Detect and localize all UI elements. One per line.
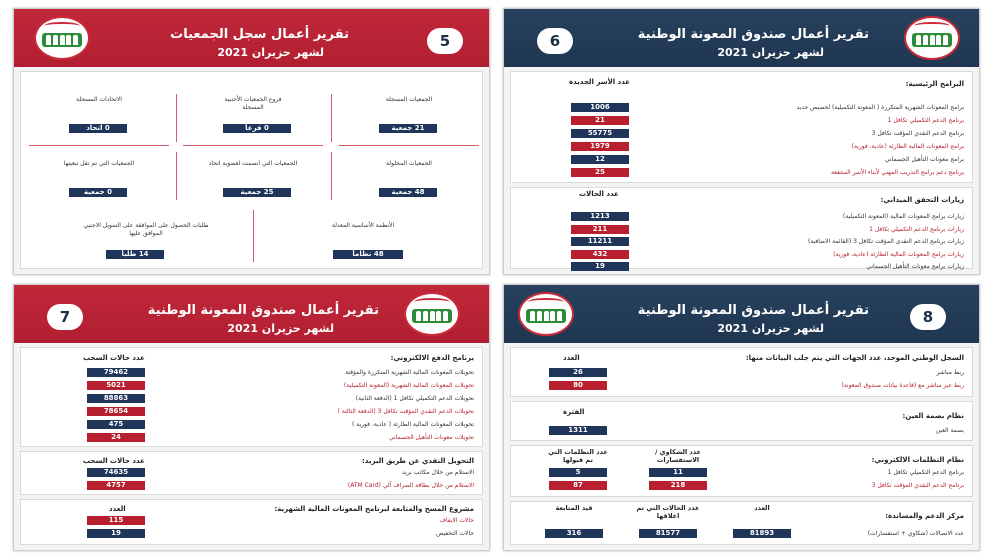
row-value-bar: 1311: [549, 426, 607, 435]
row-value-bar: 1979: [571, 142, 629, 151]
row-value-bar: 74635: [87, 468, 145, 477]
panel-subtitle: لشهر حزيران 2021: [717, 46, 824, 59]
row-label: زيارات برنامج الدعم التكميلي تكافل 1: [869, 225, 964, 233]
support-value-bar: 81893: [733, 529, 791, 538]
row-label: الاستلام من خلال مكاتب بريد: [402, 469, 474, 476]
row-value-bar: 80: [549, 381, 607, 390]
report-panel-7: [13, 284, 490, 551]
national-registry-section: [510, 347, 973, 397]
row-value-bar: 4757: [87, 481, 145, 490]
panel-title: تقرير أعمال صندوق المعونة الوطنية: [147, 303, 379, 318]
support-value-bar: 81577: [639, 529, 697, 538]
row-label: برنامج دعم برامج التدريب المهني لأبناء الأسر المنتفعة: [830, 169, 964, 176]
column-header: عدد الحالات: [579, 190, 619, 198]
panel-number-badge: 7: [47, 304, 83, 330]
column-header: عدد الأسر الجديدة: [569, 78, 631, 86]
row-value-bar: 79462: [87, 368, 145, 377]
column-header: العدد: [109, 505, 126, 513]
iris-system-section: [510, 401, 973, 441]
row-value-bar: 88863: [87, 394, 145, 403]
stat-transferred-associations: الجمعيات التي تم نقل تبعيتها 0 جمعية: [63, 160, 135, 196]
stat-registered-associations: الجمعيات المسجلة 21 جمعية: [339, 96, 479, 136]
support-center-section: [510, 501, 973, 545]
row-value-bar: 25: [571, 168, 629, 177]
column-header: العدد: [563, 354, 580, 362]
row-label: زيارات برامج المعونات المالية الطارئة (عادية، فورية): [833, 250, 964, 258]
stat-value: 21 جمعية: [379, 124, 437, 133]
report-panel-8: [503, 284, 980, 551]
stat-value: 0 جمعية: [69, 188, 127, 197]
row-value-bar: 5021: [87, 381, 145, 390]
section-heading: البرامج الرئيسية:: [905, 80, 964, 88]
row-label: برنامج الدعم التكميلي تكافل 1: [887, 117, 964, 124]
support-row-label: عدد الاتصالات (شكاوي + استفسارات): [867, 530, 964, 537]
section-heading: نظام التظلمات الالكتروني:: [871, 456, 964, 464]
support-value-bar: 316: [545, 529, 603, 538]
stat-value: 0 فرعاً: [223, 124, 291, 133]
row-label: زيارات برامج معونات التأهيل الجسماني: [866, 263, 964, 270]
panel-header: [14, 9, 489, 67]
report-panel-5: [13, 8, 490, 275]
stat-amended-bylaws: الأنظمة الأساسية المعدلة 48 نظاماً: [283, 222, 443, 262]
row-label: برامج المعونات الشهرية المتكررة ( المعونة التكميلية) لخصيص جديد: [796, 104, 964, 111]
row-value-bar: 11211: [571, 237, 629, 246]
row-label: برنامج الدعم النقدي المؤقت تكافل 3: [871, 482, 964, 489]
stat-value: 0 اتحاد: [69, 124, 127, 133]
stat-registered-unions: الاتحادات المسجلة 0 اتحاد: [29, 96, 169, 136]
accepted-value-bar: 5: [549, 468, 607, 477]
row-value-bar: 19: [87, 529, 145, 538]
column-header-complaints: عدد الشكاوي / الاستفسارات: [655, 448, 701, 464]
panel-title: تقرير أعمال صندوق المعونة الوطنية: [637, 27, 869, 42]
complaints-value-bar: 218: [649, 481, 707, 490]
column-header: الفترة: [563, 408, 585, 416]
panel-number-badge: 5: [427, 28, 463, 54]
row-label: حالات التخفيض: [436, 530, 474, 537]
column-header-accepted: عدد التظلمات التي تم قبولها: [548, 448, 608, 464]
row-label: بصمة العين: [935, 427, 964, 434]
support-column-header: عدد الحالات التي تم اغلاقها: [636, 504, 700, 520]
main-programs-section: [510, 71, 973, 183]
row-label: ربط غير مباشر مع (قاعدة بيانات صندوق المعونة): [841, 382, 964, 389]
fund-logo-icon: [518, 292, 574, 336]
field-visits-section: [510, 187, 973, 269]
panel-header: [504, 9, 979, 67]
row-label: برامج المعونات المالية الطارئة (عادية، فورية): [851, 143, 964, 150]
column-header: عدد حالات السحب: [83, 457, 145, 465]
row-label: برنامج الدعم النقدي المؤقت تكافل 3: [871, 130, 964, 137]
section-heading: برنامج الدفع الالكتروني:: [390, 354, 474, 362]
stat-value: 25 جمعية: [223, 188, 291, 197]
row-label: تحويلات المعونات المالية الشهرية المتكررة والمؤقتة: [345, 369, 474, 376]
row-label: برنامج الدعم التكميلي تكافل 1: [887, 469, 964, 476]
grievances-section: [510, 445, 973, 497]
row-label: تحويلات الدعم التكميلي تكافل 1 (الدفعة الثانية): [355, 395, 474, 402]
row-value-bar: 475: [87, 420, 145, 429]
row-label: الاستلام من خلال بطاقة الصراف آلي (ATM Card): [347, 482, 474, 489]
panel-subtitle: لشهر حزيران 2021: [227, 322, 334, 335]
row-value-bar: 26: [549, 368, 607, 377]
row-label: تحويلات معونات التأهيل الجسماني: [389, 434, 474, 441]
row-value-bar: 1006: [571, 103, 629, 112]
support-column-header: قيد المتابعة: [555, 504, 593, 512]
panel-number-badge: 6: [537, 28, 573, 54]
row-value-bar: 1213: [571, 212, 629, 221]
stat-union-members: الجمعيات التي انضمت لعضوية اتحاد 25 جمعية: [208, 160, 298, 196]
panel-title: تقرير أعمال صندوق المعونة الوطنية: [637, 303, 869, 318]
row-label: حالات الايقاف: [439, 517, 474, 524]
section-heading: التحويل النقدي عن طريق البريد:: [361, 457, 474, 465]
row-label: ربط مباشر: [936, 369, 964, 376]
section-heading: مركز الدعم والمساندة:: [885, 512, 964, 520]
section-heading: نظام بصمة العين:: [902, 412, 964, 420]
section-heading: زيارات التحقق الميداني:: [880, 196, 964, 204]
panel-title: تقرير أعمال سجل الجمعيات: [170, 27, 349, 42]
row-label: تحويلات الدعم النقدي المؤقت تكافل 3 (الدفعة الثالثة ): [337, 408, 474, 415]
panel-header: [504, 285, 979, 343]
row-value-bar: 24: [87, 433, 145, 442]
stat-value: 48 نظاماً: [333, 250, 403, 259]
support-column-header: العدد: [754, 504, 770, 512]
row-value-bar: 432: [571, 250, 629, 259]
accepted-value-bar: 87: [549, 481, 607, 490]
row-value-bar: 19: [571, 262, 629, 271]
column-header: عدد حالات السحب: [83, 354, 145, 362]
panel-subtitle: لشهر حزيران 2021: [717, 322, 824, 335]
row-value-bar: 78654: [87, 407, 145, 416]
row-label: تحويلات المعونات المالية الطارئة ( عادية، فورية ): [351, 421, 474, 428]
stats-grid: [20, 71, 483, 269]
row-value-bar: 115: [87, 516, 145, 525]
section-heading: السجل الوطني الموحد، عدد الجهات التي يتم جلب البيانات منها:: [745, 354, 964, 362]
section-heading: مشروع المسح والمتابعة لبرنامج المعونات المالية الشهرية:: [274, 505, 474, 513]
row-value-bar: 12: [571, 155, 629, 164]
survey-followup-section: [20, 499, 483, 545]
row-label: زيارات برامج المعونات المالية (المعونة التكميلية): [842, 213, 964, 220]
stat-value: 14 طلباً: [106, 250, 164, 259]
stat-foreign-funding-approvals: طلبات الحصول على الموافقة على التمويل الاجنبي الموافق عليها 14 طلباً: [83, 222, 209, 258]
panel-header: [14, 285, 489, 343]
e-payment-section: [20, 347, 483, 447]
stat-dissolved-associations: الجمعيات المحلولة 48 جمعية: [339, 160, 479, 200]
row-value-bar: 55775: [571, 129, 629, 138]
stat-foreign-branches: فروع الجمعيات الأجنبية المسجلة 0 فرعاً: [183, 96, 323, 136]
stat-value: 48 جمعية: [379, 188, 437, 197]
fund-logo-icon: [34, 16, 90, 60]
row-label: برامج معونات التأهيل الجسماني: [884, 156, 964, 163]
postal-transfer-section: [20, 451, 483, 495]
fund-logo-icon: [404, 292, 460, 336]
row-label: تحويلات المعونات المالية الشهرية (المعونة التكميلية): [343, 382, 474, 389]
report-panel-6: [503, 8, 980, 275]
row-label: زيارات برنامج الدعم النقدي المؤقت تكافل 3 (القائمة الاضافية): [807, 238, 964, 245]
fund-logo-icon: [904, 16, 960, 60]
panel-number-badge: 8: [910, 304, 946, 330]
complaints-value-bar: 11: [649, 468, 707, 477]
row-value-bar: 211: [571, 225, 629, 234]
panel-subtitle: لشهر حزيران 2021: [217, 46, 324, 59]
row-value-bar: 21: [571, 116, 629, 125]
